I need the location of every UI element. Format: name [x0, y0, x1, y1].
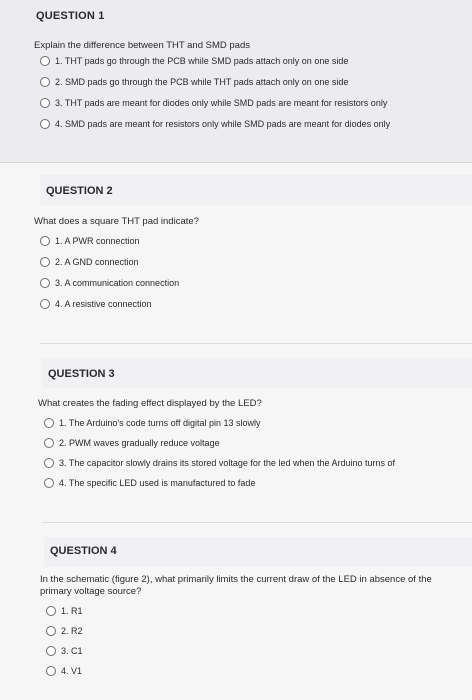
question-4-title: QUESTION 4	[50, 545, 117, 557]
question-4-prompt-line-2: primary voltage source?	[40, 586, 142, 597]
option-label: 2. PWM waves gradually reduce voltage	[59, 438, 220, 448]
option-label: 2. SMD pads go through the PCB while THT pads attach only on one side	[55, 77, 349, 87]
question-2-option-2[interactable]	[40, 257, 139, 267]
divider	[42, 522, 472, 523]
question-3-title: QUESTION 3	[48, 368, 115, 380]
question-3-option-3[interactable]	[44, 458, 395, 468]
option-label: 3. The capacitor slowly drains its stored voltage for the led when the Arduino turns of	[59, 458, 396, 468]
question-1-title: QUESTION 1	[36, 10, 105, 22]
question-1-card	[0, 0, 472, 163]
radio-button[interactable]	[40, 299, 50, 309]
radio-button[interactable]	[46, 626, 56, 636]
question-4-option-1[interactable]	[46, 606, 83, 616]
radio-button[interactable]	[46, 666, 56, 676]
option-label: 4. A resistive connection	[55, 299, 152, 309]
option-label: 1. THT pads go through the PCB while SMD pads attach only on one side	[55, 56, 349, 66]
radio-button[interactable]	[40, 77, 50, 87]
question-2-title: QUESTION 2	[46, 185, 113, 197]
option-label: 3. A communication connection	[55, 278, 180, 288]
radio-button[interactable]	[44, 458, 54, 468]
question-4-prompt-line-1: In the schematic (figure 2), what primarily limits the current draw of the LED in absence of the	[40, 574, 432, 585]
option-label: 1. The Arduino's code turns off digital pin 13 slowly	[59, 418, 261, 428]
option-label: 4. SMD pads are meant for resistors only while SMD pads are meant for diodes only	[55, 119, 391, 129]
radio-button[interactable]	[46, 646, 56, 656]
question-1-option-4[interactable]	[40, 119, 390, 129]
question-2-option-1[interactable]	[40, 236, 140, 246]
option-label: 1. R1	[61, 606, 83, 616]
question-1-option-3[interactable]	[40, 98, 387, 108]
option-label: 3. C1	[61, 646, 83, 656]
question-3-option-1[interactable]	[44, 418, 261, 428]
radio-button[interactable]	[40, 119, 50, 129]
question-3-card	[0, 346, 472, 526]
option-label: 3. THT pads are meant for diodes only while SMD pads are meant for resistors only	[55, 98, 388, 108]
question-4-card	[0, 527, 472, 700]
radio-button[interactable]	[40, 98, 50, 108]
radio-button[interactable]	[46, 606, 56, 616]
question-1-prompt: Explain the difference between THT and SMD pads	[34, 40, 250, 51]
option-label: 4. V1	[61, 666, 83, 676]
radio-button[interactable]	[44, 418, 54, 428]
radio-button[interactable]	[40, 236, 50, 246]
question-3-prompt: What creates the fading effect displayed by the LED?	[38, 398, 262, 409]
question-1-option-1[interactable]	[40, 56, 348, 66]
question-4-option-3[interactable]	[46, 646, 83, 656]
option-label: 1. A PWR connection	[55, 236, 140, 246]
question-2-card	[0, 163, 472, 345]
radio-button[interactable]	[40, 56, 50, 66]
question-1-option-2[interactable]	[40, 77, 348, 87]
question-3-option-2[interactable]	[44, 438, 220, 448]
radio-button[interactable]	[44, 478, 54, 488]
option-label: 2. R2	[61, 626, 83, 636]
question-3-option-4[interactable]	[44, 478, 255, 488]
question-2-prompt: What does a square THT pad indicate?	[34, 216, 199, 227]
option-label: 4. The specific LED used is manufactured to fade	[59, 478, 256, 488]
radio-button[interactable]	[40, 278, 50, 288]
radio-button[interactable]	[40, 257, 50, 267]
option-label: 2. A GND connection	[55, 257, 139, 267]
radio-button[interactable]	[44, 438, 54, 448]
question-2-option-3[interactable]	[40, 278, 179, 288]
divider	[40, 343, 472, 344]
question-4-option-2[interactable]	[46, 626, 83, 636]
question-4-option-4[interactable]	[46, 666, 82, 676]
question-2-option-4[interactable]	[40, 299, 152, 309]
